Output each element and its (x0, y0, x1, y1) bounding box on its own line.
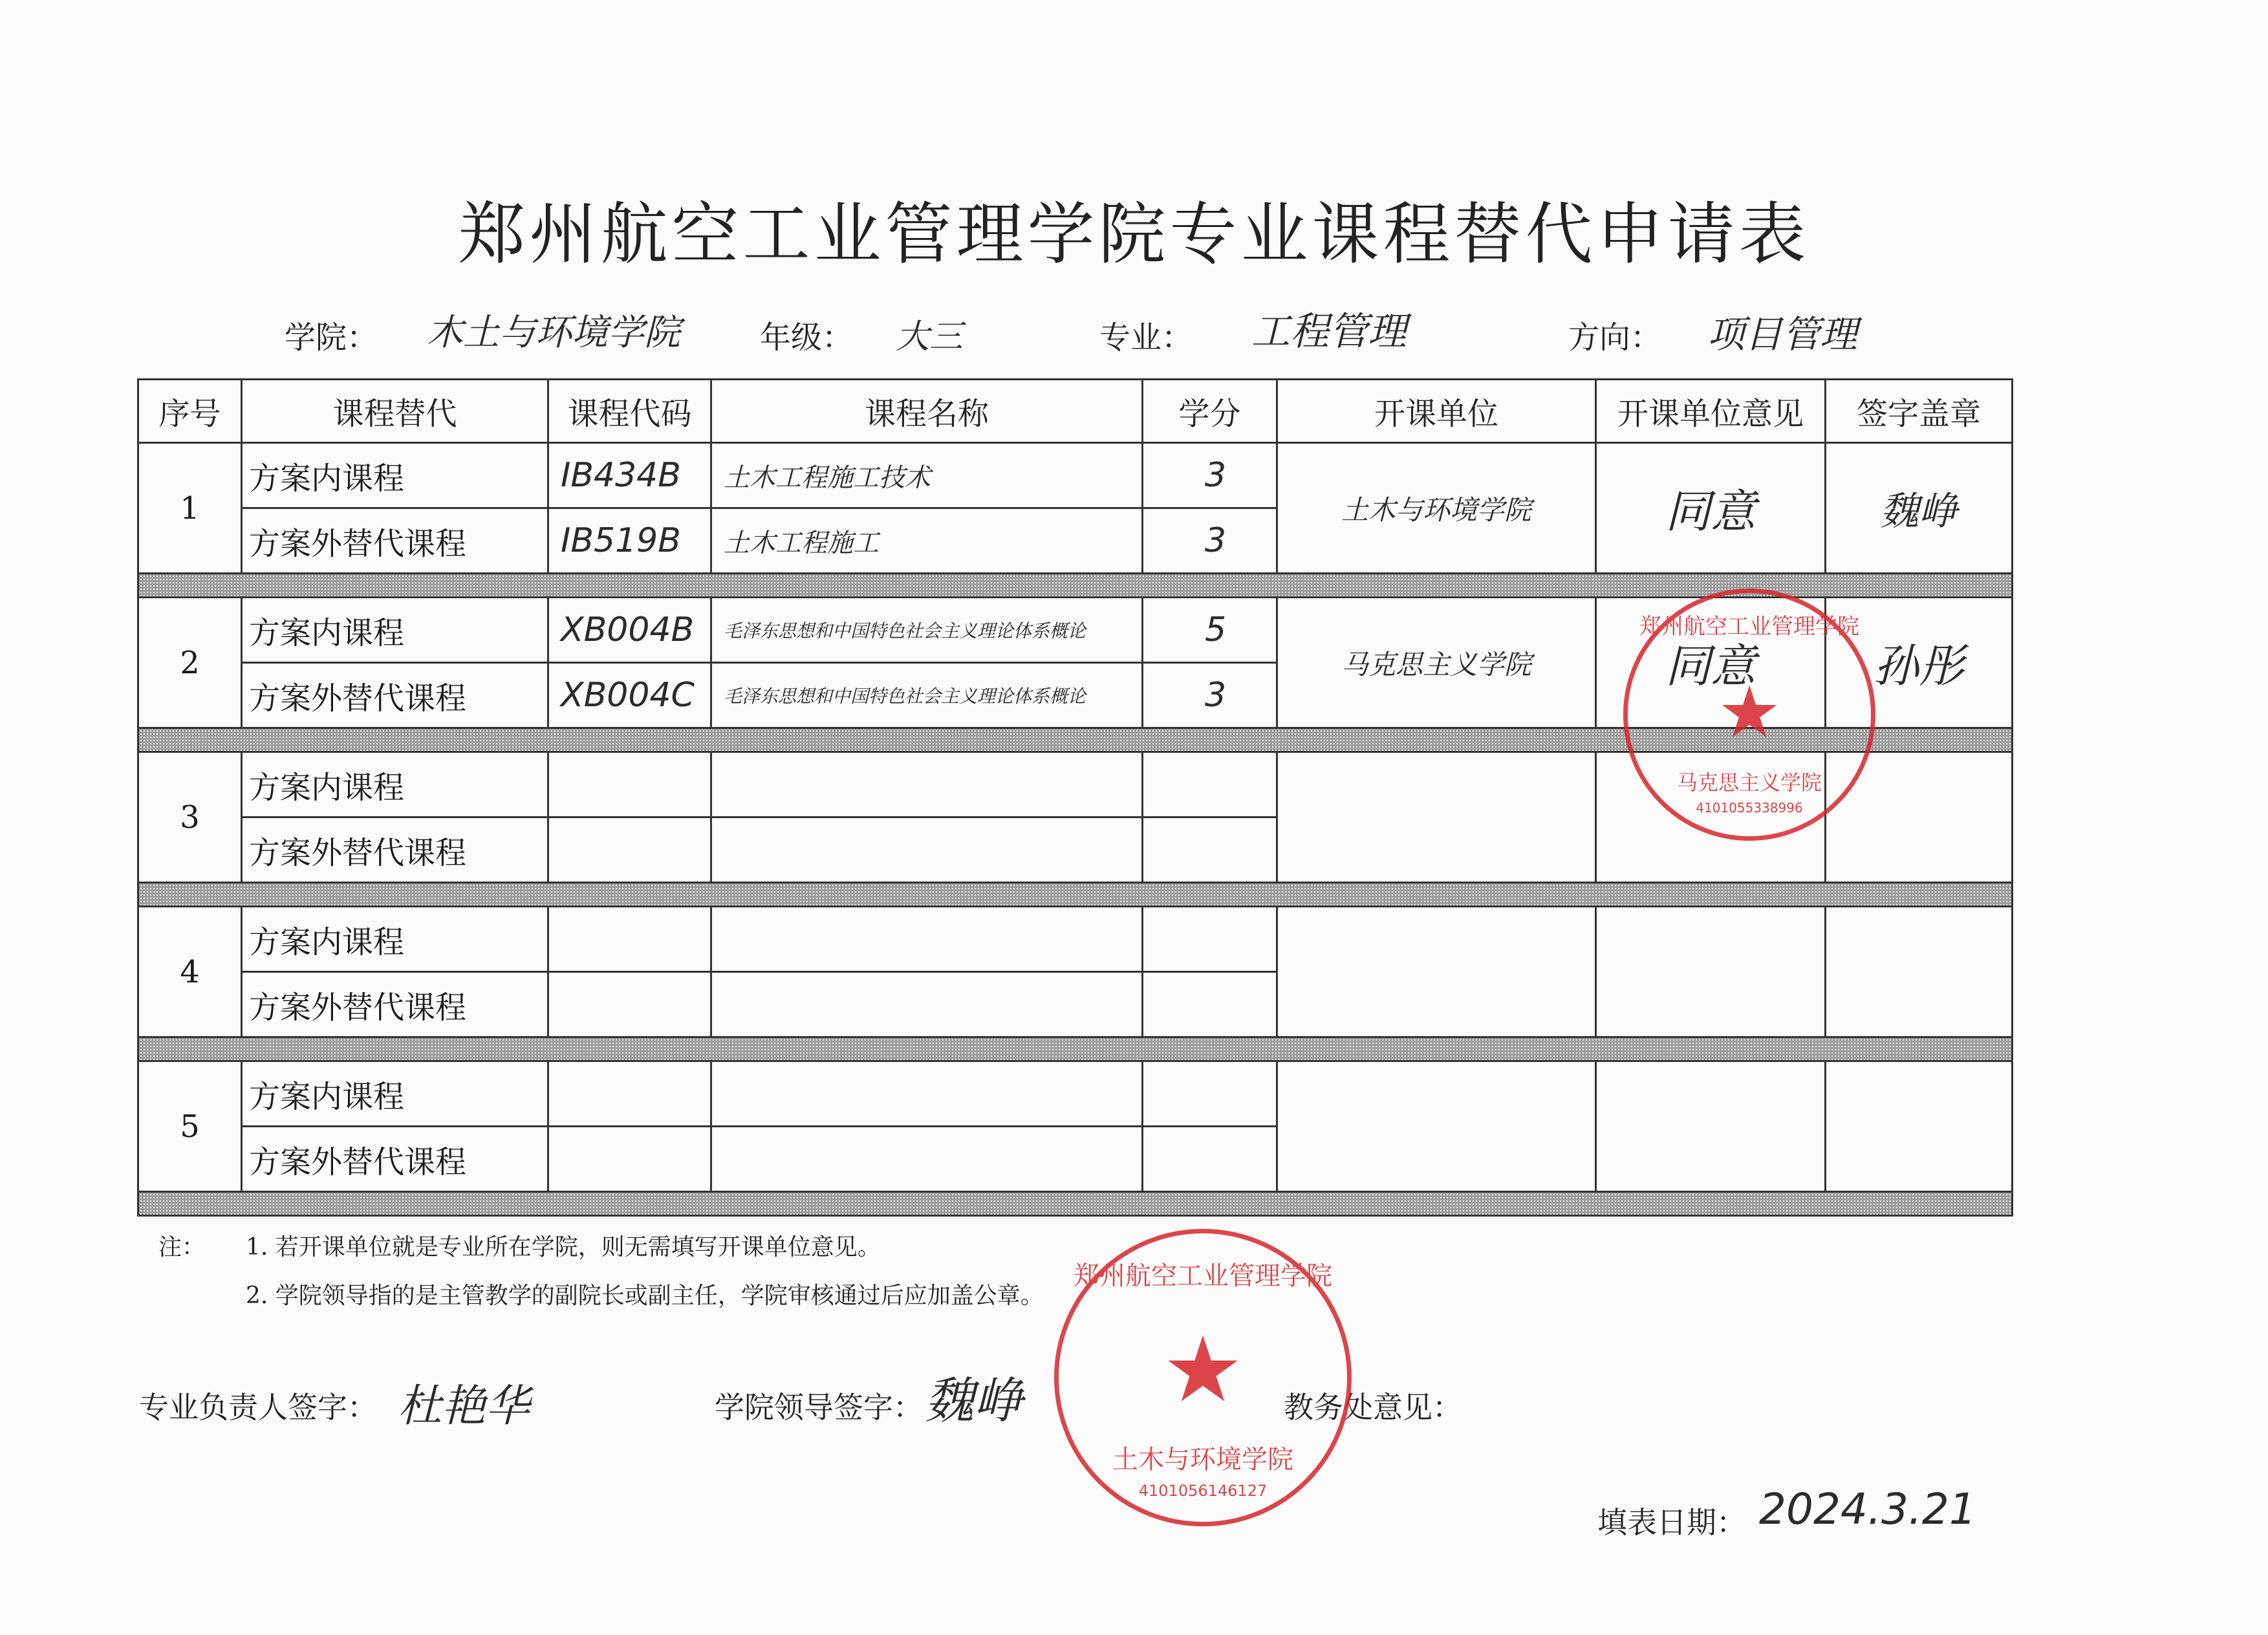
header-seq: 序号 (138, 380, 242, 443)
course-credit: 3 (1143, 508, 1277, 574)
course-code (548, 1061, 711, 1127)
header-opinion: 开课单位意见 (1596, 380, 1826, 443)
course-kind: 方案内课程 (242, 1061, 548, 1127)
direction-label: 方向： (1568, 319, 1662, 356)
offering-unit (1277, 907, 1596, 1037)
course-kind: 方案外替代课程 (242, 663, 548, 728)
civil-school-stamp: 郑州航空工业管理学院 ★ 土木与环境学院 4101056146127 (1054, 1229, 1352, 1526)
course-credit: 3 (1143, 663, 1277, 728)
fill-date-label: 填表日期： (1597, 1505, 1746, 1540)
course-code: XB004B (548, 598, 711, 663)
seq-cell: 5 (138, 1061, 242, 1192)
header-signature: 签字盖章 (1826, 380, 2013, 443)
course-name: 土木工程施工 (711, 508, 1143, 574)
course-credit (1143, 907, 1277, 972)
offering-unit: 马克思主义学院 (1277, 598, 1596, 728)
course-code: IB519B (548, 508, 711, 574)
unit-opinion: 同意 (1596, 443, 1826, 574)
course-name (711, 907, 1143, 972)
grade-label: 年级： (760, 319, 854, 356)
star-icon: ★ (1162, 1317, 1244, 1423)
header-code: 课程代码 (548, 380, 711, 443)
form-title: 郑州航空工业管理学院专业课程替代申请表 (458, 195, 1810, 274)
major-head-signature: 杜艳华 (398, 1381, 530, 1432)
course-kind: 方案外替代课程 (242, 972, 548, 1037)
course-credit (1143, 972, 1277, 1037)
academic-office-label: 教务处意见： (1284, 1390, 1462, 1425)
college-leader-label: 学院领导签字： (715, 1390, 923, 1425)
table-row (138, 443, 2013, 508)
table-row (138, 1061, 2013, 1127)
course-kind: 方案内课程 (242, 752, 548, 817)
fill-date-value: 2024.3.21 (1759, 1484, 1976, 1534)
note-prefix: 注： (158, 1234, 206, 1261)
seq-cell: 1 (138, 443, 242, 574)
signature-cell (1826, 907, 2013, 1037)
course-kind: 方案内课程 (242, 443, 548, 508)
course-kind: 方案内课程 (242, 907, 548, 972)
course-kind: 方案外替代课程 (242, 508, 548, 574)
offering-unit (1277, 1061, 1596, 1192)
row-separator (138, 883, 2013, 907)
course-code: IB434B (548, 443, 711, 508)
unit-opinion: 同意 (1596, 598, 1826, 728)
offering-unit (1277, 752, 1596, 883)
course-kind: 方案外替代课程 (242, 1127, 548, 1192)
seq-cell: 3 (138, 752, 242, 883)
note-line-1: 1. 若开课单位就是专业所在学院，则无需填写开课单位意见。 (246, 1234, 881, 1261)
seq-cell: 2 (138, 598, 242, 728)
course-code (548, 907, 711, 972)
course-code (548, 972, 711, 1037)
table-header-row (138, 380, 2013, 443)
marxism-school-stamp: 郑州航空工业管理学院 ★ 马克思主义学院 4101055338996 (1623, 589, 1875, 841)
major-label: 专业： (1099, 319, 1193, 356)
course-name: 土木工程施工技术 (711, 443, 1143, 508)
offering-unit: 土木与环境学院 (1277, 443, 1596, 574)
header-substitution: 课程替代 (242, 380, 548, 443)
table-row (138, 907, 2013, 972)
direction-value: 项目管理 (1707, 312, 1858, 356)
row-separator (138, 1192, 2013, 1216)
major-head-label: 专业负责人签字： (139, 1390, 377, 1425)
course-code (548, 752, 711, 817)
row-separator (138, 1037, 2013, 1061)
course-credit (1143, 1061, 1277, 1127)
course-name (711, 752, 1143, 817)
unit-opinion (1596, 1061, 1826, 1192)
course-credit: 3 (1143, 443, 1277, 508)
major-value: 工程管理 (1251, 309, 1407, 354)
star-icon: ★ (1717, 671, 1782, 753)
course-name (711, 1061, 1143, 1127)
course-credit (1143, 752, 1277, 817)
college-label: 学院： (285, 319, 378, 356)
course-code: XB004C (548, 663, 711, 728)
seq-cell: 4 (138, 907, 242, 1037)
course-code (548, 1127, 711, 1192)
signature-cell: 魏峥 (1826, 443, 2013, 574)
grade-value: 大三 (896, 318, 964, 356)
course-name (711, 1127, 1143, 1192)
course-name (711, 972, 1143, 1037)
college-value: 木土与环境学院 (427, 312, 680, 354)
signature-cell (1826, 1061, 2013, 1192)
college-leader-signature: 魏峥 (925, 1372, 1023, 1429)
unit-opinion (1596, 907, 1826, 1037)
course-name: 毛泽东思想和中国特色社会主义理论体系概论 (711, 598, 1143, 663)
course-credit: 5 (1143, 598, 1277, 663)
course-kind: 方案内课程 (242, 598, 548, 663)
signature-cell: 孙彤 (1826, 598, 2013, 728)
header-name: 课程名称 (711, 380, 1143, 443)
note-line-2: 2. 学院领导指的是主管教学的副院长或副主任，学院审核通过后应加盖公章。 (246, 1283, 1044, 1309)
course-name (711, 817, 1143, 883)
course-kind: 方案外替代课程 (242, 817, 548, 883)
course-credit (1143, 817, 1277, 883)
course-credit (1143, 1127, 1277, 1192)
course-code (548, 817, 711, 883)
header-unit: 开课单位 (1277, 380, 1596, 443)
course-name: 毛泽东思想和中国特色社会主义理论体系概论 (711, 663, 1143, 728)
header-credit: 学分 (1143, 380, 1277, 443)
